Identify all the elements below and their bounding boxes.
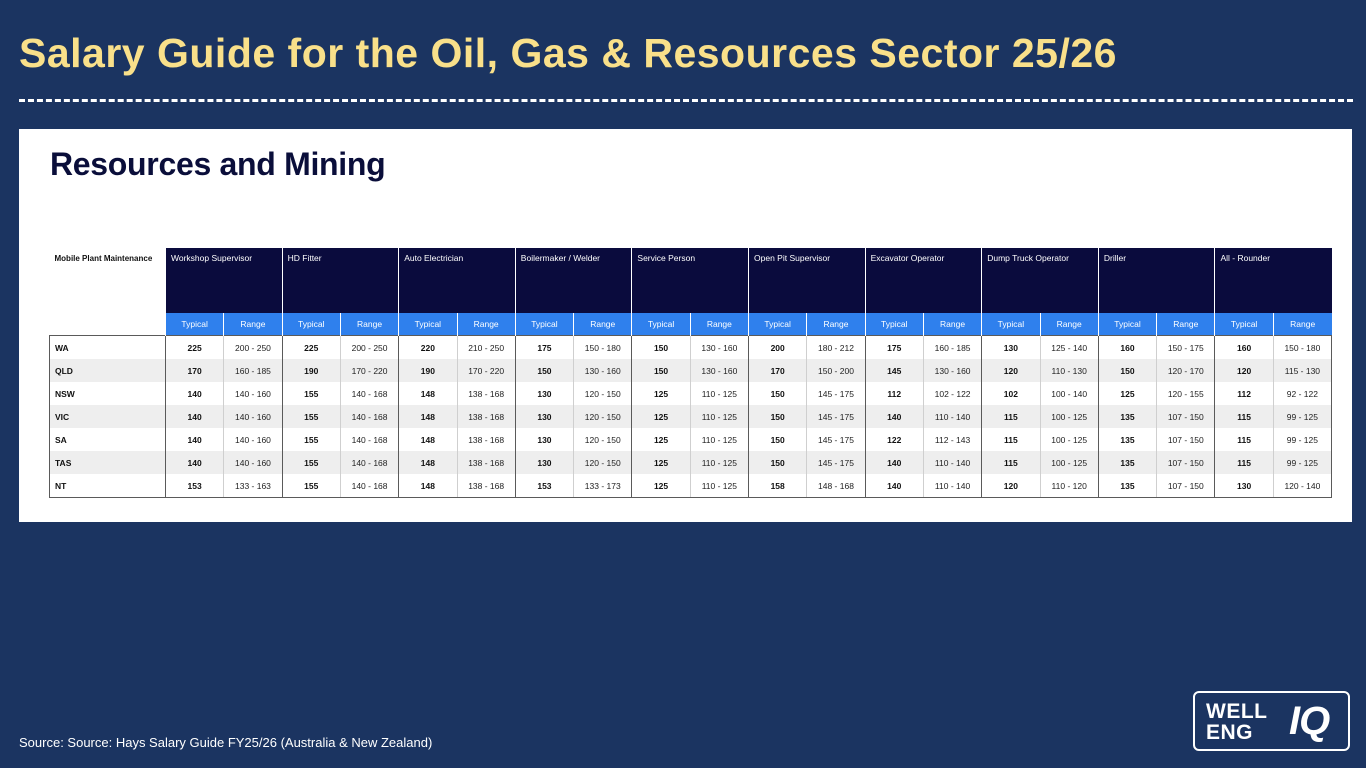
table-row [50,474,1332,498]
range-value: 150 - 180 [1273,336,1331,360]
range-value: 120 - 155 [1157,382,1215,405]
range-value: 145 - 175 [807,428,865,451]
range-value: 120 - 150 [574,451,632,474]
range-value: 133 - 163 [224,474,282,498]
typical-value: 140 [865,405,923,428]
typical-value: 130 [515,405,573,428]
range-value: 120 - 150 [574,405,632,428]
role-header: Workshop Supervisor [166,248,283,313]
range-value: 170 - 220 [457,359,515,382]
typical-value: 135 [1098,428,1156,451]
typical-value: 148 [399,405,457,428]
typical-value: 125 [632,382,690,405]
range-value: 110 - 140 [923,474,981,498]
state-label: QLD [50,359,166,382]
typical-value: 115 [1215,451,1273,474]
typical-value: 130 [1215,474,1273,498]
page-title: Salary Guide for the Oil, Gas & Resources Sector 25/26 [19,30,1117,76]
range-value: 138 - 168 [457,405,515,428]
typical-value: 150 [749,382,807,405]
role-header: Service Person [632,248,749,313]
typical-value: 130 [515,451,573,474]
typical-value: 125 [632,405,690,428]
range-value: 210 - 250 [457,336,515,360]
typical-value: 155 [282,382,340,405]
range-value: 112 - 143 [923,428,981,451]
range-value: 160 - 185 [923,336,981,360]
role-header: Excavator Operator [865,248,982,313]
range-value: 140 - 168 [340,382,398,405]
typical-value: 170 [749,359,807,382]
range-value: 99 - 125 [1273,405,1331,428]
range-value: 100 - 125 [1040,428,1098,451]
typical-value: 190 [282,359,340,382]
typical-value: 130 [982,336,1040,360]
range-subheader: Range [1040,313,1098,336]
range-subheader: Range [457,313,515,336]
range-value: 140 - 160 [224,382,282,405]
typical-value: 125 [632,428,690,451]
range-value: 150 - 175 [1157,336,1215,360]
range-value: 140 - 160 [224,451,282,474]
source-note: Source: Source: Hays Salary Guide FY25/26 (Australia & New Zealand) [19,735,433,750]
typical-value: 160 [1098,336,1156,360]
typical-value: 120 [982,359,1040,382]
typical-value: 115 [1215,405,1273,428]
range-value: 100 - 125 [1040,405,1098,428]
state-label: NT [50,474,166,498]
logo-mark-iq: IQ [1289,699,1330,743]
typical-value: 148 [399,474,457,498]
range-value: 170 - 220 [340,359,398,382]
range-value: 150 - 180 [574,336,632,360]
typical-subheader: Typical [982,313,1040,336]
range-value: 99 - 125 [1273,451,1331,474]
typical-value: 150 [515,359,573,382]
logo-text-well: WELL [1206,700,1268,723]
typical-subheader: Typical [865,313,923,336]
table-row [50,336,1332,360]
typical-value: 155 [282,405,340,428]
logo-text-eng: ENG [1206,721,1254,744]
typical-value: 115 [1215,428,1273,451]
range-value: 150 - 200 [807,359,865,382]
typical-value: 135 [1098,474,1156,498]
range-value: 100 - 125 [1040,451,1098,474]
typical-value: 112 [1215,382,1273,405]
typical-value: 125 [632,451,690,474]
range-value: 145 - 175 [807,405,865,428]
range-value: 160 - 185 [224,359,282,382]
typical-value: 155 [282,474,340,498]
range-value: 99 - 125 [1273,428,1331,451]
range-value: 148 - 168 [807,474,865,498]
typical-value: 170 [166,359,224,382]
range-value: 130 - 160 [574,359,632,382]
range-value: 107 - 150 [1157,451,1215,474]
typical-value: 140 [166,451,224,474]
typical-value: 140 [865,474,923,498]
range-value: 138 - 168 [457,451,515,474]
typical-value: 115 [982,428,1040,451]
range-value: 138 - 168 [457,428,515,451]
typical-value: 175 [865,336,923,360]
typical-value: 153 [515,474,573,498]
range-subheader: Range [340,313,398,336]
range-value: 92 - 122 [1273,382,1331,405]
state-label: WA [50,336,166,360]
range-value: 138 - 168 [457,382,515,405]
range-value: 120 - 150 [574,428,632,451]
range-value: 200 - 250 [340,336,398,360]
typical-subheader: Typical [749,313,807,336]
typical-value: 225 [282,336,340,360]
range-value: 107 - 150 [1157,428,1215,451]
typical-value: 120 [1215,359,1273,382]
role-header: Boilermaker / Welder [515,248,632,313]
typical-value: 125 [1098,382,1156,405]
role-header: Dump Truck Operator [982,248,1099,313]
typical-value: 153 [166,474,224,498]
typical-value: 155 [282,451,340,474]
role-header: Driller [1098,248,1215,313]
range-subheader: Range [690,313,748,336]
range-value: 102 - 122 [923,382,981,405]
range-value: 115 - 130 [1273,359,1331,382]
typical-value: 120 [982,474,1040,498]
typical-value: 140 [166,382,224,405]
typical-value: 150 [632,336,690,360]
state-label: VIC [50,405,166,428]
range-subheader: Range [574,313,632,336]
typical-value: 140 [166,428,224,451]
range-value: 110 - 125 [690,474,748,498]
range-value: 140 - 168 [340,451,398,474]
range-value: 125 - 140 [1040,336,1098,360]
range-value: 140 - 168 [340,474,398,498]
subheader-row [50,313,1332,336]
table-row [50,405,1332,428]
role-header: Auto Electrician [399,248,516,313]
range-value: 145 - 175 [807,451,865,474]
role-header: Open Pit Supervisor [749,248,866,313]
range-subheader: Range [224,313,282,336]
table-row [50,451,1332,474]
typical-value: 158 [749,474,807,498]
wellengiq-logo [1193,691,1350,751]
range-subheader: Range [1273,313,1331,336]
typical-value: 130 [515,382,573,405]
range-value: 120 - 140 [1273,474,1331,498]
range-value: 140 - 160 [224,428,282,451]
range-value: 138 - 168 [457,474,515,498]
range-value: 140 - 168 [340,405,398,428]
dashed-divider [19,99,1353,102]
range-value: 130 - 160 [690,359,748,382]
range-value: 110 - 125 [690,428,748,451]
range-value: 110 - 125 [690,405,748,428]
typical-value: 135 [1098,405,1156,428]
typical-value: 102 [982,382,1040,405]
typical-value: 220 [399,336,457,360]
range-value: 107 - 150 [1157,474,1215,498]
typical-subheader: Typical [1098,313,1156,336]
typical-value: 115 [982,451,1040,474]
typical-value: 115 [982,405,1040,428]
range-value: 145 - 175 [807,382,865,405]
range-subheader: Range [923,313,981,336]
state-label: TAS [50,451,166,474]
typical-value: 150 [632,359,690,382]
range-value: 110 - 125 [690,451,748,474]
range-value: 110 - 130 [1040,359,1098,382]
range-value: 100 - 140 [1040,382,1098,405]
table-corner-label: Mobile Plant Maintenance [50,248,166,336]
state-label: SA [50,428,166,451]
typical-subheader: Typical [166,313,224,336]
typical-subheader: Typical [399,313,457,336]
typical-value: 160 [1215,336,1273,360]
typical-value: 140 [166,405,224,428]
role-header-row [50,248,1332,313]
typical-value: 130 [515,428,573,451]
range-value: 107 - 150 [1157,405,1215,428]
salary-table [49,248,1332,498]
table-row [50,382,1332,405]
range-value: 140 - 160 [224,405,282,428]
range-value: 120 - 150 [574,382,632,405]
typical-value: 190 [399,359,457,382]
typical-value: 148 [399,382,457,405]
range-value: 110 - 120 [1040,474,1098,498]
typical-value: 135 [1098,451,1156,474]
typical-value: 155 [282,428,340,451]
typical-subheader: Typical [515,313,573,336]
typical-subheader: Typical [282,313,340,336]
typical-value: 150 [749,428,807,451]
typical-value: 175 [515,336,573,360]
content-panel [19,129,1352,522]
range-value: 110 - 140 [923,405,981,428]
range-value: 200 - 250 [224,336,282,360]
typical-value: 150 [1098,359,1156,382]
table-row [50,428,1332,451]
section-heading: Resources and Mining [50,146,386,182]
typical-value: 112 [865,382,923,405]
typical-value: 145 [865,359,923,382]
typical-subheader: Typical [1215,313,1273,336]
range-value: 133 - 173 [574,474,632,498]
range-value: 120 - 170 [1157,359,1215,382]
range-subheader: Range [807,313,865,336]
range-value: 110 - 140 [923,451,981,474]
typical-value: 140 [865,451,923,474]
range-value: 110 - 125 [690,382,748,405]
state-label: NSW [50,382,166,405]
typical-value: 225 [166,336,224,360]
table-row [50,359,1332,382]
typical-value: 150 [749,405,807,428]
typical-value: 148 [399,428,457,451]
range-value: 130 - 160 [923,359,981,382]
range-value: 180 - 212 [807,336,865,360]
typical-value: 125 [632,474,690,498]
range-value: 130 - 160 [690,336,748,360]
typical-subheader: Typical [632,313,690,336]
typical-value: 122 [865,428,923,451]
typical-value: 200 [749,336,807,360]
role-header: All - Rounder [1215,248,1332,313]
typical-value: 148 [399,451,457,474]
typical-value: 150 [749,451,807,474]
range-subheader: Range [1157,313,1215,336]
range-value: 140 - 168 [340,428,398,451]
role-header: HD Fitter [282,248,399,313]
